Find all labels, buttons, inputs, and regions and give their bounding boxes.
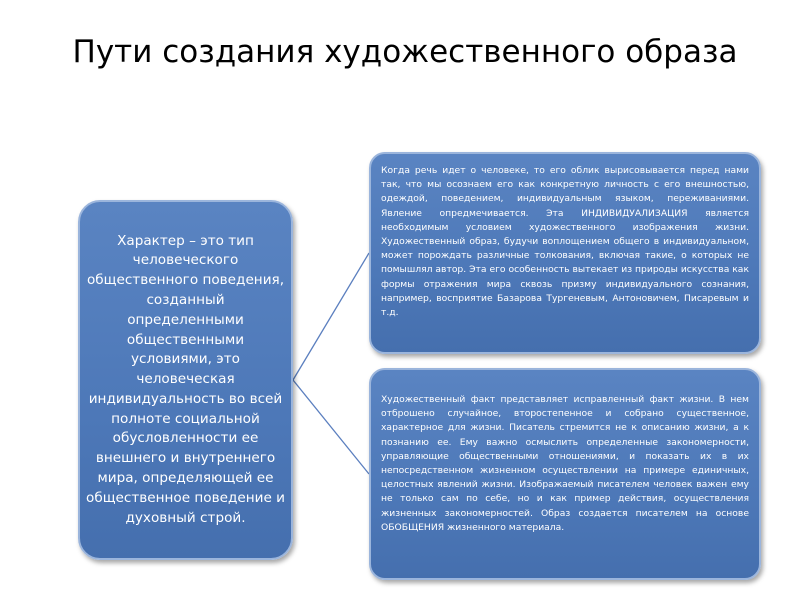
individualization-text: Когда речь идет о человеке, то его облик вырисовывается перед нами так, что мы осознаем его как конкретную личность с его внешностью, одеждой, поведением, индивидуальным языком, переживаниями. Явление опредмечивается. Эта ИНДИВИДУАЛИЗАЦИЯ является необходимым условием художественного изображения жизни. Художественный образ, будучи воплощением общего в индивидуальном, может порождать различные толкования, включая такие, о которых не помышлял автор. Эта его особенность вытекает из природы искусства как формы отражения мира сквозь призму индивидуального сознания, например, восприятие Базарова Тургеневым, Антоновичем, Писаревым и т.д. (381, 165, 749, 319)
slide-title: Пути создания художественного образа (72, 34, 738, 70)
connector-to-generalization (293, 380, 369, 474)
generalization-text: Художественный факт представляет исправленный факт жизни. В нем отброшено случайное, второстепенное и собрано существенное, характерное для жизни. Писатель стремится не к описанию жизни, а к познанию ее. Ему важно осмыслить определенные закономерности, управляющие общественными отношениями, и показать их в их непосредственном жизненном осуществлении на примере единичных, целостных явлений жизни. Изображаемый писателем человек важен ему не только сам по себе, но и как пример действия, осуществления жизненных закономерностей. Образ создается писателем на основе ОБОБЩЕНИЯ жизненного материала. (381, 394, 749, 533)
character-definition-box (78, 200, 293, 560)
connector-to-individualization (293, 253, 369, 380)
individualization-box (369, 152, 761, 354)
generalization-box (369, 368, 761, 580)
character-definition-text: Характер – это тип человеческого общественного поведения, созданный определенными общественными условиями, это человеческая индивидуальность во всей полноте социальной обусловленности ее внешнего и внутреннего мира, определяющей ее общественное поведение и духовный строй. (86, 232, 285, 526)
